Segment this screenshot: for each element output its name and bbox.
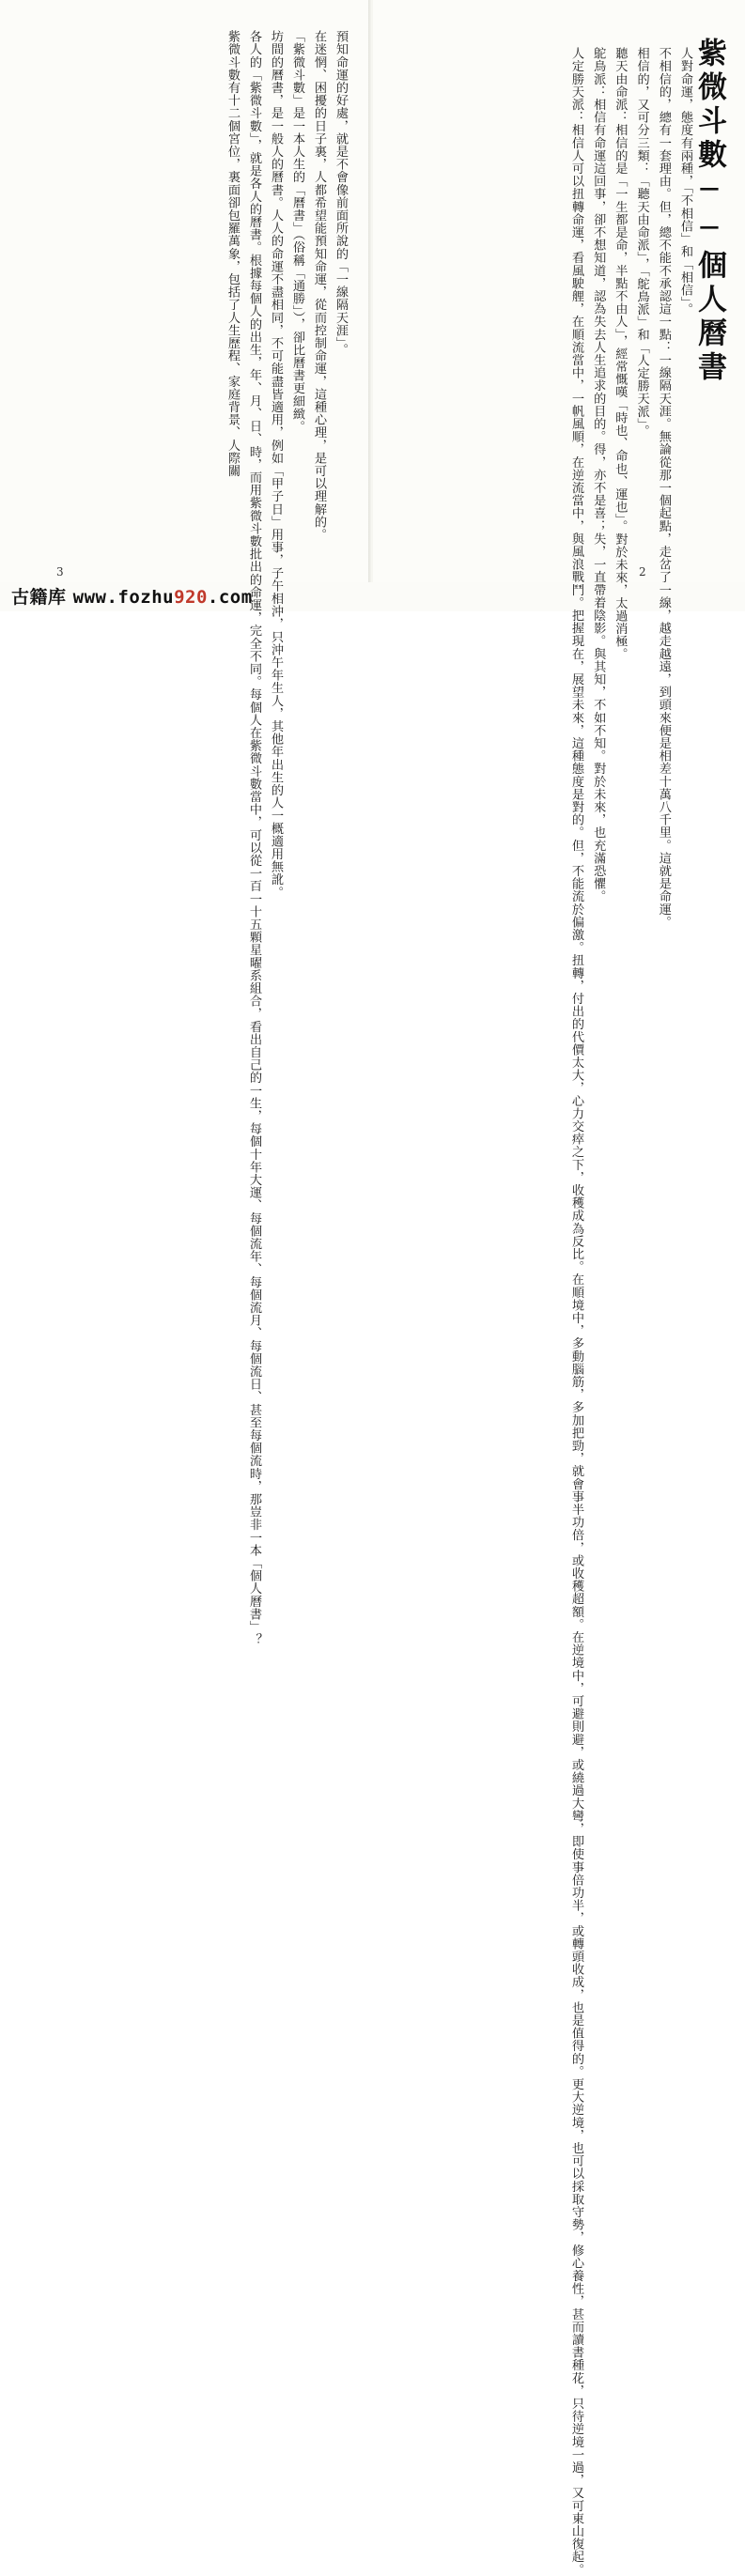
- right-paragraph: 不相信的，總有一套理由。但，總不能不承認這一點：一線隔天涯。無論從那一個起點，走岔了一線，越走越遠，到頭來便是相差十萬八千里。這就是命運。: [656, 47, 671, 929]
- left-paragraph: 在迷惘、困擾的日子裏，人都希望能預知命運，從而控制命運，這種心理，是可以理解的。: [312, 30, 326, 541]
- watermark-url-prefix: www.fozhu: [72, 587, 175, 608]
- left-paragraph: 「紫微斗數」是一本人生的「曆書」（俗稱「通勝」），卻比曆書更細緻。: [290, 30, 304, 433]
- left-page-number: 3: [56, 565, 64, 578]
- right-paragraph: 人定勝天派：相信人可以扭轉命運，看風駛艃，在順流當中，一帆風順，在逆流當中，與風浪戰鬥。把握現在，展望未來，這種態度是對的。但，不能流於偏激。扭轉，付出的代價太大，心力交瘁之下，收穫成為反比。在順境中，多動腦筋，多加把勁，就會事半功倍，或收穫超額。在逆境中，可避則避，或繞過大彎，即使事倍功半，或轉頭收成，也是值得的。更大逆境，也可以採取守勢，修心養性，甚而讀書種花，只待逆境一過，又可東山復起。: [568, 47, 583, 2576]
- right-page: [373, 0, 745, 2576]
- watermark-brand: 古籍库: [11, 587, 67, 608]
- left-paragraph: 預知命運的好處，就是不會像前面所說的「一線隔天涯」。: [334, 30, 348, 356]
- right-paragraph: 聽天由命派：相信的是「一生都是命，半點不由人」，經常慨嘆「時也、命也、運也」。對於未來，太過消極。: [613, 47, 628, 661]
- right-paragraph: 鴕鳥派：相信有命運這回事，卻不想知道，認為失去人生追求的目的。得，亦不是喜；失，一直帶着陰影。與其知，不如不知。對於未來，也充滿恐懼。: [591, 47, 606, 903]
- right-paragraph: 相信的，又可分三類：「聽天由命派」，「鴕鳥派」和「人定勝天派」。: [634, 47, 649, 438]
- right-page-number: 2: [639, 565, 646, 578]
- watermark-url: [73, 587, 253, 608]
- chapter-title: 紫微斗數──個人曆書: [692, 38, 726, 385]
- left-paragraph: 各人的「紫微斗數」，就是各人的曆書。根據每個人的出生，年、月、日、時，而用紫微斗數批出的命運，完全不同。每個人在紫微斗數當中，可以從一百一十五顆星曜系組合，看出自己的一生，每個十年大運、每個流年、每個流月、每個流日、甚至每個流時，那豈非一本「個人曆書」？: [247, 30, 261, 1646]
- right-page-body: [566, 47, 696, 2576]
- left-paragraph: 紫微斗數有十二個宮位，裏面卻包羅萬象，包括了人生歷程、家庭背景、人際關: [225, 30, 240, 477]
- watermark-url-number: 920: [174, 587, 208, 608]
- site-watermark: [11, 585, 253, 609]
- left-paragraph: 坊間的曆書，是一般人的曆書。人人的命運不盡相同，不可能盡皆適用，例如「甲子日」用事，子午相沖，只沖午年生人，其他年出生的人一概適用無訛。: [269, 30, 283, 899]
- right-paragraph: 人對命運，態度有兩種，「不相信」和「相信」。: [678, 47, 692, 316]
- watermark-url-suffix: .com: [207, 587, 253, 608]
